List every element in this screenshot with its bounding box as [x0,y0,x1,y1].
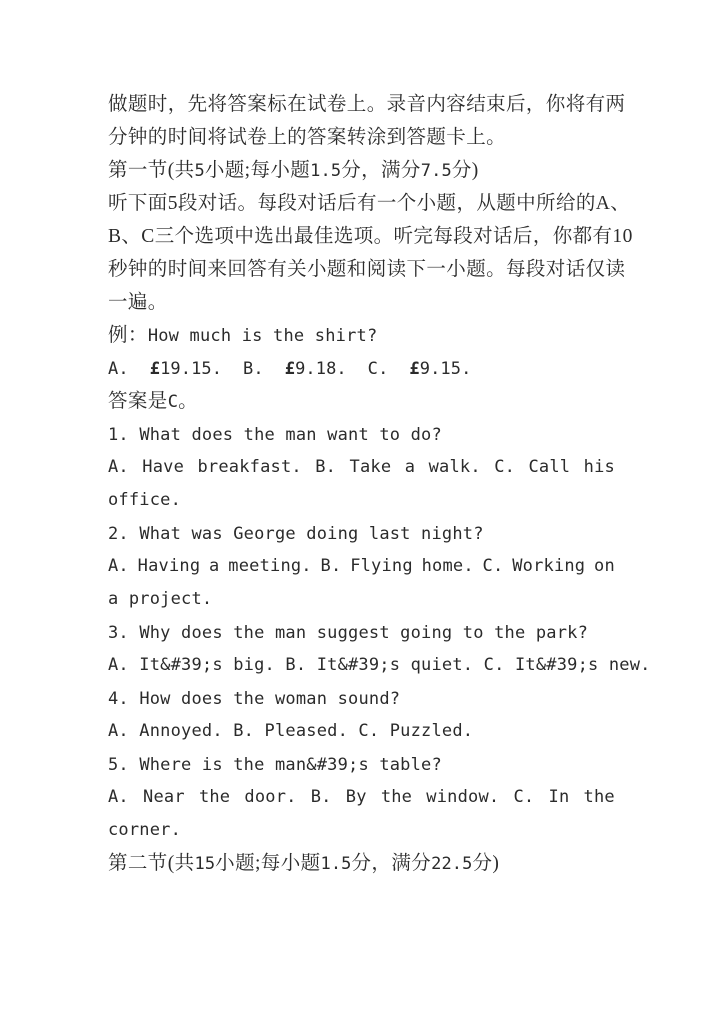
question-2-number: 2. [108,524,129,544]
question-1-option-b-letter: B. [315,457,337,477]
section-one-item-count: 5 [194,161,205,181]
instruction-line-2: 分钟的时间将试卷上的答案转涂到答题卡上。 [108,127,507,148]
section-one-directions-line-1: 听下面5段对话。每段对话后有一个小题，从题中所给的A、 [108,193,631,214]
section-one-directions-line-2: B、C三个选项中选出最佳选项。听完每段对话后，你都有10 [108,226,633,247]
question-3-number: 3. [108,623,129,643]
section-one-paren-close: 分) [451,160,479,181]
section-one-directions-line-4: 一遍。 [108,292,168,313]
question-2-options-line-1 [108,550,615,583]
question-5-option-c-word-2: the [583,787,615,807]
question-2-stem [108,517,615,550]
question-5-option-b-letter: B. [310,787,332,807]
question-2-option-b-word-2: home. [421,556,474,576]
question-2-option-a-word-2: a [209,556,220,576]
question-2-option-a-word-1: Having [137,556,201,576]
question-1-option-c-word-1: Call [528,457,571,477]
question-1-option-b-word-2: a [404,457,416,477]
question-4-options-line-1: A. Annoyed. B. Pleased. C. Puzzled. [108,721,474,741]
question-5-option-b-word-2: the [380,787,413,807]
question-5-number: 5. [108,755,129,775]
question-1-option-b-word-1: Take [349,457,392,477]
section-two-per-item-label: 小题;每小题 [215,853,321,874]
section-two-total-label: 分，满分 [351,853,432,874]
example-option-b-currency-icon: £ [284,359,296,379]
question-2-option-c-word-2: on [594,556,615,576]
instruction-line-1: 做题时，先将答案标在试卷上。录音内容结束后，你将有两 [108,94,626,115]
question-5-stem-text: Where is the man&#39;s table? [139,755,442,775]
question-1-option-a-letter: A. [108,457,129,477]
question-5-options-line-2: corner. [108,820,182,840]
example-option-a-letter: A. [108,359,129,379]
question-5-options-line-1 [108,781,615,814]
section-one-heading [108,154,615,187]
example-option-c-letter: C. [367,359,389,379]
question-2-option-c-word-1: Working [512,556,586,576]
section-one-item-score: 1.5 [310,161,342,181]
section-two-total-score: 22.5 [431,854,473,874]
question-2-stem-text: What was George doing last night? [139,524,484,544]
question-4-stem [108,682,615,715]
example-options [108,352,615,385]
section-two-paren-open: (共 [167,853,195,874]
section-one-label: 第一节 [108,160,168,181]
question-3-stem [108,616,615,649]
example-answer-value: C [167,392,179,412]
example-question [108,319,615,352]
section-one-total-label: 分，满分 [341,160,421,181]
section-two-label: 第二节 [108,853,168,874]
question-1-number: 1. [108,425,129,445]
example-option-a-currency-icon: £ [149,359,161,379]
example-answer-label: 答案是 [108,391,168,412]
question-1-option-a-word-2: breakfast. [197,457,302,477]
question-1-option-c-letter: C. [494,457,516,477]
section-one-directions-line-3: 秒钟的时间来回答有关小题和阅读下一小题。每段对话仅读 [108,259,626,280]
question-1-option-b-word-3: walk. [428,457,481,477]
section-two-paren-close: 分) [472,853,500,874]
question-4-stem-text: How does the woman sound? [139,689,401,709]
question-1-option-c-word-2: his [583,457,615,477]
question-1-stem [108,418,615,451]
example-label: 例： [108,325,148,346]
example-question-text: How much is the shirt? [147,326,378,346]
example-answer-period: 。 [178,391,199,412]
example-option-b-value: 9.18. [295,359,347,379]
question-3-stem-text: Why does the man suggest going to the park? [139,623,589,643]
section-two-item-score: 1.5 [320,854,352,874]
question-5-stem [108,748,615,781]
example-option-a-value: 19.15. [160,359,223,379]
question-3-options-line-1: A. It&#39;s big. B. It&#39;s quiet. C. It&#39;s new. [108,655,651,675]
question-1-options-line-2: office. [108,490,182,510]
example-option-c-currency-icon: £ [409,359,420,379]
question-5-option-a-word-3: door. [244,787,297,807]
section-one-total-score: 7.5 [420,161,452,181]
section-one-per-item-label: 小题;每小题 [204,160,311,181]
question-5-option-a-word-1: Near [143,787,185,807]
question-4-number: 4. [108,689,129,709]
example-option-c-value: 9.15. [419,359,472,379]
section-two-item-count: 15 [194,854,216,874]
question-2-option-a-letter: A. [108,556,129,576]
document-text-body [108,88,651,880]
question-2-option-b-word-1: Flying [350,556,413,576]
section-two-heading [108,847,615,880]
question-5-option-a-word-2: the [198,787,231,807]
question-2-option-c-letter: C. [482,556,504,576]
question-2-option-b-letter: B. [320,556,342,576]
question-1-stem-text: What does the man want to do? [139,425,442,445]
section-one-paren-open: (共 [167,160,195,181]
example-option-b-letter: B. [242,359,264,379]
question-1-option-a-word-1: Have [142,457,185,477]
question-5-option-c-word-1: In [548,787,570,807]
example-answer [108,385,615,418]
question-5-option-b-word-3: window. [426,787,500,807]
question-5-option-b-word-1: By [345,787,367,807]
question-5-option-c-letter: C. [513,787,535,807]
question-5-option-a-letter: A. [108,787,129,807]
question-1-options-line-1 [108,451,615,484]
question-2-option-a-word-3: meeting. [228,556,312,576]
question-2-options-line-2: a project. [108,589,213,609]
